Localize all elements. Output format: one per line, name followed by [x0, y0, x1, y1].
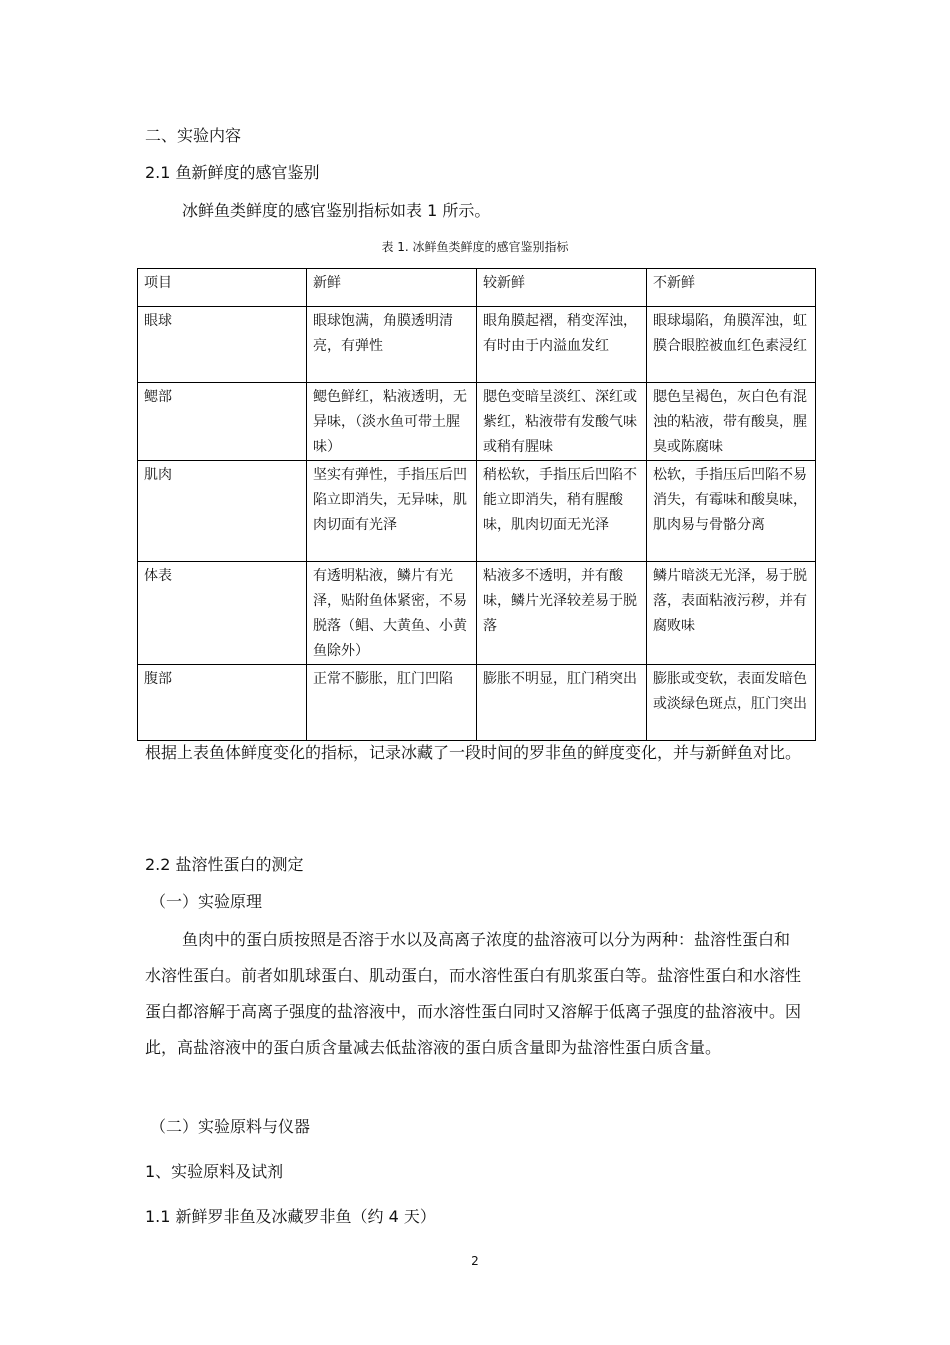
table-cell: 眼球塌陷，角膜浑浊，虹膜合眼腔被血红色素浸红 [647, 307, 816, 383]
materials-subheading: 1、实验原料及试剂 [145, 1162, 284, 1181]
table-row [138, 307, 816, 383]
materials-item: 1.1 新鲜罗非鱼及冰藏罗非鱼（约 4 天） [145, 1207, 436, 1226]
table-cell: 眼球饱满，角膜透明清亮，有弹性 [307, 307, 477, 383]
table-cell: 松软，手指压后凹陷不易消失，有霉味和酸臭味，肌肉易与骨骼分离 [647, 461, 816, 562]
table-cell: 稍松软，手指压后凹陷不能立即消失，稍有腥酸味，肌肉切面无光泽 [477, 461, 647, 562]
table-row [138, 665, 816, 741]
sensory-table [137, 268, 816, 741]
principle-heading: （一）实验原理 [150, 892, 263, 911]
table-cell: 体表 [138, 562, 307, 665]
header-cell: 项目 [138, 269, 307, 307]
table-cell: 腮色呈褐色，灰白色有混浊的粘液，带有酸臭，腥臭或陈腐味 [647, 383, 816, 461]
table-caption: 表 1. 冰鲜鱼类鲜度的感官鉴别指标 [381, 240, 569, 254]
page-number: 2 [471, 1254, 479, 1268]
table-cell: 腮色变暗呈淡红、深红或紫红，粘液带有发酸气味或稍有腥味 [477, 383, 647, 461]
table-row [138, 461, 816, 562]
table-cell: 腹部 [138, 665, 307, 741]
table-cell: 膨胀或变软，表面发暗色或淡绿色斑点，肛门突出 [647, 665, 816, 741]
table-header-row [138, 269, 816, 307]
table-row [138, 383, 816, 461]
table-row [138, 562, 816, 665]
table-cell: 坚实有弹性，手指压后凹陷立即消失，无异味，肌肉切面有光泽 [307, 461, 477, 562]
header-cell: 新鲜 [307, 269, 477, 307]
table-cell: 肌肉 [138, 461, 307, 562]
table-cell: 眼球 [138, 307, 307, 383]
principle-paragraph: 鱼肉中的蛋白质按照是否溶于水以及高离子浓度的盐溶液可以分为两种：盐溶性蛋白和水溶性蛋白。前者如肌球蛋白、肌动蛋白，而水溶性蛋白有肌浆蛋白等。盐溶性蛋白和水溶性蛋白都溶解于高离子强度的盐溶液中，而水溶性蛋白同时又溶解于低离子强度的盐溶液中。因此，高盐溶液中的蛋白质含量减去低盐溶液的蛋白质含量即为盐溶性蛋白质含量。 [145, 930, 802, 1057]
subsection-2-1-heading: 2.1 鱼新鲜度的感官鉴别 [145, 163, 320, 182]
intro-paragraph: 冰鲜鱼类鲜度的感官鉴别指标如表 1 所示。 [182, 201, 491, 220]
table-cell: 正常不膨胀，肛门凹陷 [307, 665, 477, 741]
materials-heading: （二）实验原料与仪器 [150, 1117, 311, 1136]
header-cell: 较新鲜 [477, 269, 647, 307]
after-table-paragraph: 根据上表鱼体鲜度变化的指标，记录冰藏了一段时间的罗非鱼的鲜度变化，并与新鲜鱼对比。 [145, 743, 802, 762]
table-cell: 粘液多不透明，并有酸味，鳞片光泽较差易于脱落 [477, 562, 647, 665]
header-cell: 不新鲜 [647, 269, 816, 307]
subsection-2-2-heading: 2.2 盐溶性蛋白的测定 [145, 855, 304, 874]
table-cell: 鳃色鲜红，粘液透明，无异味，（淡水鱼可带土腥味） [307, 383, 477, 461]
table-cell: 鳞片暗淡无光泽，易于脱落，表面粘液污秽，并有腐败味 [647, 562, 816, 665]
table-cell: 膨胀不明显，肛门稍突出 [477, 665, 647, 741]
section-heading: 二、实验内容 [145, 126, 242, 145]
table-cell: 有透明粘液，鳞片有光泽，贴附鱼体紧密，不易脱落（鲳、大黄鱼、小黄鱼除外） [307, 562, 477, 665]
table-cell: 眼角膜起褶，稍变浑浊，有时由于内溢血发红 [477, 307, 647, 383]
table-cell: 鳃部 [138, 383, 307, 461]
